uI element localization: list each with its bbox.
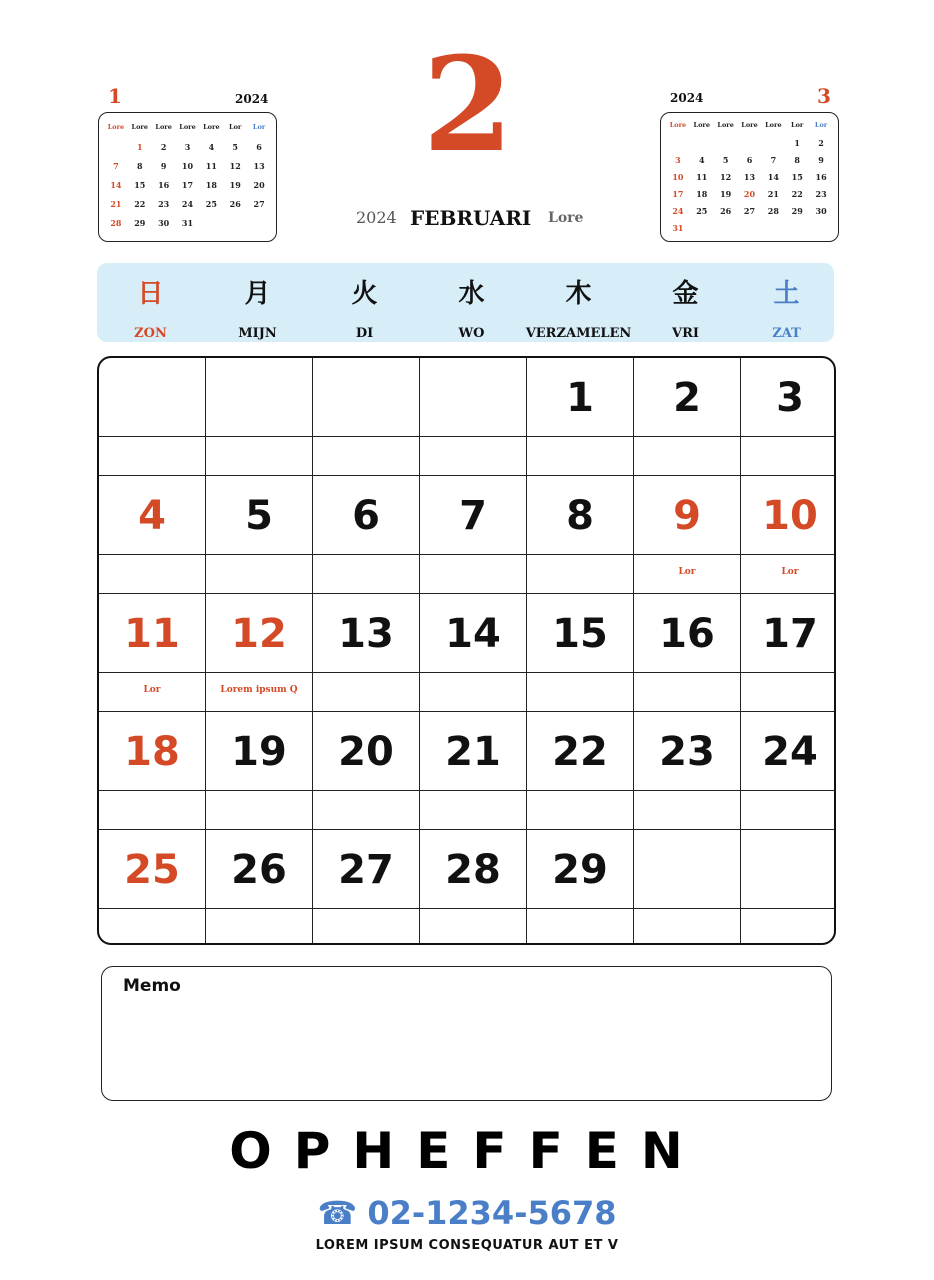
day-number: 4	[138, 493, 166, 539]
weekday-kanji: 火	[351, 279, 378, 309]
weekday-kanji: 水	[458, 279, 485, 309]
current-year: 2024	[356, 208, 397, 227]
day-number: 12	[231, 611, 287, 657]
weekday-vri	[632, 263, 739, 342]
empty-day-cell	[313, 358, 420, 437]
mini-day[interactable]: 17	[181, 180, 194, 190]
mini-day	[104, 142, 128, 161]
day-note-cell	[206, 791, 313, 830]
day-number: 14	[445, 611, 501, 657]
day-note-cell	[634, 673, 741, 712]
day-note-cell	[313, 555, 420, 594]
mini-weekday-header: Lore	[131, 123, 148, 131]
weekday-name: ZAT	[772, 326, 801, 341]
weekday-kanji: 日	[137, 279, 164, 309]
day-note-cell	[741, 673, 836, 712]
mini-day	[761, 223, 785, 240]
day-number: 17	[762, 611, 818, 657]
day-number: 23	[659, 729, 715, 775]
mini-day[interactable]: 7	[770, 155, 777, 165]
mini-day[interactable]: 18	[696, 189, 708, 199]
mini-day[interactable]: 7	[113, 161, 119, 171]
weekday-mijn	[204, 263, 311, 342]
mini-day[interactable]: 13	[253, 161, 265, 171]
day-cell[interactable]	[527, 358, 634, 437]
mini-day[interactable]: 3	[184, 142, 191, 152]
mini-day[interactable]: 3	[675, 155, 681, 165]
mini-day[interactable]: 11	[205, 161, 217, 171]
empty-day-cell	[741, 830, 836, 909]
day-note-cell	[99, 909, 206, 945]
day-cell[interactable]	[527, 476, 634, 555]
day-cell[interactable]	[527, 830, 634, 909]
mini-weekday-header: Lor	[252, 123, 266, 131]
mini-day	[666, 138, 690, 155]
mini-day[interactable]: 19	[720, 189, 732, 199]
day-note-cell	[206, 437, 313, 476]
mini-day[interactable]: 29	[791, 206, 803, 216]
day-number: 27	[338, 847, 394, 893]
day-number: 1	[566, 375, 594, 421]
weekday-header	[97, 263, 834, 342]
day-number: 26	[231, 847, 287, 893]
day-note-cell	[99, 555, 206, 594]
mini-day[interactable]: 27	[253, 199, 265, 209]
memo-label: Memo	[123, 976, 181, 996]
weekday-di	[311, 263, 418, 342]
next-month-year: 2024	[670, 91, 704, 105]
mini-day	[809, 223, 833, 240]
day-cell[interactable]	[420, 830, 527, 909]
mini-day[interactable]: 16	[158, 180, 170, 190]
mini-day[interactable]: 20	[253, 180, 265, 190]
holiday-note: Lorem ipsum Q	[220, 685, 298, 695]
mini-day[interactable]: 14	[110, 180, 122, 190]
mini-day[interactable]: 28	[767, 206, 779, 216]
mini-day	[738, 223, 762, 240]
day-number: 18	[124, 729, 180, 775]
day-number: 22	[552, 729, 608, 775]
mini-day[interactable]: 22	[791, 189, 803, 199]
day-note-cell	[313, 909, 420, 945]
next-month-calendar	[660, 112, 839, 242]
holiday-note: Lor	[678, 567, 696, 577]
mini-day[interactable]: 2	[818, 138, 824, 148]
day-cell[interactable]	[206, 830, 313, 909]
mini-day[interactable]: 17	[672, 189, 684, 199]
mini-day[interactable]: 21	[767, 189, 779, 199]
mini-day[interactable]: 12	[720, 172, 732, 182]
weekday-zat	[739, 263, 834, 342]
mini-weekday-header: Lor	[791, 121, 804, 129]
current-month-name: FEBRUARI	[410, 206, 532, 230]
holiday-note: Lor	[143, 685, 161, 695]
day-cell[interactable]	[420, 712, 527, 791]
day-note-cell	[420, 909, 527, 945]
weekday-name: WO	[458, 326, 485, 341]
mini-weekday-header: Lore	[765, 121, 782, 129]
day-number: 11	[124, 611, 180, 657]
mini-day	[714, 138, 738, 155]
mini-day[interactable]: 18	[205, 180, 217, 190]
day-cell[interactable]	[634, 594, 741, 673]
day-note-cell	[634, 791, 741, 830]
day-cell[interactable]	[634, 712, 741, 791]
mini-day[interactable]: 15	[791, 172, 803, 182]
day-number: 20	[338, 729, 394, 775]
phone-line	[0, 1194, 934, 1232]
mini-weekday-header: Lore	[717, 121, 734, 129]
empty-day-cell	[99, 358, 206, 437]
mini-day[interactable]: 9	[160, 161, 167, 171]
mini-weekday-header: Lore	[155, 123, 172, 131]
empty-day-cell	[634, 830, 741, 909]
mini-day[interactable]: 13	[743, 172, 756, 182]
mini-day[interactable]: 10	[181, 161, 194, 171]
day-number: 10	[762, 493, 818, 539]
day-note-cell	[420, 437, 527, 476]
day-note-cell	[99, 437, 206, 476]
day-note-cell	[99, 673, 206, 712]
mini-day[interactable]: 12	[229, 161, 241, 171]
prev-month-calendar	[98, 112, 277, 242]
weekday-verzamelen	[525, 263, 632, 342]
day-cell[interactable]	[206, 712, 313, 791]
mini-day[interactable]: 24	[181, 199, 194, 209]
mini-day[interactable]: 1	[136, 142, 143, 152]
mini-day[interactable]: 30	[158, 218, 170, 228]
day-note-cell	[420, 555, 527, 594]
mini-day	[247, 218, 271, 237]
mini-day[interactable]: 24	[672, 206, 684, 216]
day-note-cell	[206, 555, 313, 594]
day-note-cell	[527, 555, 634, 594]
mini-day[interactable]: 5	[722, 155, 729, 165]
mini-day[interactable]: 31	[672, 223, 684, 233]
day-cell[interactable]	[313, 476, 420, 555]
day-number: 15	[552, 611, 608, 657]
mini-day[interactable]: 23	[158, 199, 170, 209]
mini-day	[223, 218, 247, 237]
day-cell[interactable]	[741, 358, 836, 437]
weekday-kanji: 金	[672, 279, 699, 309]
next-month-grid	[666, 121, 833, 240]
mini-day[interactable]: 15	[134, 180, 146, 190]
prev-month-grid	[104, 123, 271, 237]
day-number: 2	[673, 375, 701, 421]
mini-weekday-header: Lore	[669, 121, 687, 129]
mini-day[interactable]: 9	[818, 155, 824, 165]
phone-number: 02-1234-5678	[367, 1194, 617, 1232]
mini-day	[199, 218, 223, 237]
day-cell[interactable]	[313, 830, 420, 909]
day-note-cell	[420, 791, 527, 830]
day-cell[interactable]	[99, 476, 206, 555]
day-note-cell	[527, 673, 634, 712]
weekday-wo	[418, 263, 525, 342]
day-note-cell	[313, 673, 420, 712]
empty-day-cell	[206, 358, 313, 437]
mini-day[interactable]: 26	[229, 199, 241, 209]
day-note-cell	[741, 909, 836, 945]
day-cell[interactable]	[99, 594, 206, 673]
memo-box[interactable]	[101, 966, 832, 1101]
day-note-cell	[313, 437, 420, 476]
day-cell[interactable]	[99, 830, 206, 909]
mini-day	[714, 223, 738, 240]
day-number: 16	[659, 611, 715, 657]
day-number: 6	[352, 493, 380, 539]
day-number: 21	[445, 729, 501, 775]
mini-day[interactable]: 16	[815, 172, 827, 182]
mini-day[interactable]: 25	[205, 199, 217, 209]
day-note-cell	[206, 909, 313, 945]
day-number: 8	[566, 493, 594, 539]
day-number: 28	[445, 847, 501, 893]
mini-day[interactable]: 25	[696, 206, 708, 216]
mini-day[interactable]: 10	[672, 172, 684, 182]
day-note-cell	[313, 791, 420, 830]
mini-weekday-header: Lore	[741, 121, 758, 129]
mini-day[interactable]: 8	[136, 161, 143, 171]
mini-day[interactable]: 4	[208, 142, 215, 152]
day-note-cell	[634, 555, 741, 594]
day-number: 25	[124, 847, 180, 893]
prev-month-year: 2024	[235, 92, 269, 106]
telephone-icon: ☎	[317, 1194, 358, 1232]
weekday-name: DI	[355, 326, 374, 341]
day-note-cell	[420, 673, 527, 712]
day-note-cell	[527, 437, 634, 476]
mini-day[interactable]: 30	[815, 206, 827, 216]
mini-day	[785, 223, 809, 240]
mini-day[interactable]: 8	[794, 155, 800, 165]
day-cell[interactable]	[527, 594, 634, 673]
day-cell[interactable]	[741, 712, 836, 791]
day-number: 7	[459, 493, 487, 539]
mini-weekday-header: Lore	[203, 123, 220, 131]
company-name: OPHEFFEN	[229, 1122, 705, 1180]
weekday-name: MIJN	[238, 326, 277, 341]
weekday-name: ZON	[134, 326, 167, 341]
day-cell[interactable]	[420, 476, 527, 555]
day-cell[interactable]	[741, 594, 836, 673]
next-month-number: 3	[817, 84, 831, 108]
day-note-cell	[527, 791, 634, 830]
mini-day[interactable]: 4	[698, 155, 705, 165]
day-number: 5	[245, 493, 273, 539]
day-note-cell	[206, 673, 313, 712]
day-note-cell	[741, 555, 836, 594]
weekday-kanji: 月	[244, 279, 271, 309]
weekday-name: VRI	[672, 326, 699, 341]
day-cell[interactable]	[99, 712, 206, 791]
prev-month-number: 1	[108, 84, 122, 108]
mini-day[interactable]: 27	[743, 206, 756, 216]
day-number: 29	[552, 847, 608, 893]
empty-day-cell	[420, 358, 527, 437]
weekday-kanji: 木	[565, 279, 592, 309]
day-note-cell	[634, 909, 741, 945]
mini-day	[690, 223, 714, 240]
day-cell[interactable]	[634, 358, 741, 437]
mini-day[interactable]: 6	[256, 142, 262, 152]
title-note: Lore	[548, 210, 584, 226]
mini-weekday-header: Lore	[107, 123, 125, 131]
mini-day[interactable]: 22	[134, 199, 146, 209]
mini-weekday-header: Lor	[814, 121, 828, 129]
day-cell[interactable]	[420, 594, 527, 673]
mini-weekday-header: Lor	[229, 123, 242, 131]
mini-day[interactable]: 11	[696, 172, 708, 182]
day-number: 9	[673, 493, 701, 539]
holiday-note: Lor	[781, 567, 799, 577]
mini-day	[761, 138, 785, 155]
mini-day[interactable]: 28	[110, 218, 122, 228]
mini-day[interactable]: 2	[160, 142, 167, 152]
day-cell[interactable]	[741, 476, 836, 555]
mini-day[interactable]: 5	[232, 142, 238, 152]
weekday-kanji: 土	[773, 279, 800, 309]
month-grid	[97, 356, 836, 945]
mini-day	[738, 138, 762, 155]
mini-day[interactable]: 31	[181, 218, 194, 228]
day-note-cell	[741, 437, 836, 476]
day-cell[interactable]	[206, 476, 313, 555]
day-number: 24	[762, 729, 818, 775]
day-cell[interactable]	[206, 594, 313, 673]
day-cell[interactable]	[313, 712, 420, 791]
mini-day[interactable]: 1	[794, 138, 800, 148]
day-note-cell	[99, 791, 206, 830]
day-number: 13	[338, 611, 394, 657]
day-note-cell	[741, 791, 836, 830]
day-number: 3	[776, 375, 804, 421]
day-cell[interactable]	[313, 594, 420, 673]
mini-day[interactable]: 29	[134, 218, 146, 228]
mini-day[interactable]: 19	[229, 180, 241, 190]
mini-day	[690, 138, 714, 155]
mini-day[interactable]: 23	[815, 189, 827, 199]
mini-weekday-header: Lore	[179, 123, 196, 131]
weekday-name: VERZAMELEN	[525, 326, 632, 341]
day-cell[interactable]	[527, 712, 634, 791]
day-note-cell	[527, 909, 634, 945]
weekday-zon	[97, 263, 204, 342]
mini-day[interactable]: 6	[746, 155, 753, 165]
tagline: LOREM IPSUM CONSEQUATUR AUT ET V	[315, 1238, 619, 1253]
mini-day[interactable]: 26	[720, 206, 732, 216]
mini-day[interactable]: 21	[110, 199, 122, 209]
day-number: 19	[231, 729, 287, 775]
day-note-cell	[634, 437, 741, 476]
day-cell[interactable]	[634, 476, 741, 555]
mini-weekday-header: Lore	[693, 121, 710, 129]
current-month-number: 2	[422, 28, 514, 181]
mini-day[interactable]: 20	[743, 189, 756, 199]
mini-day[interactable]: 14	[767, 172, 779, 182]
